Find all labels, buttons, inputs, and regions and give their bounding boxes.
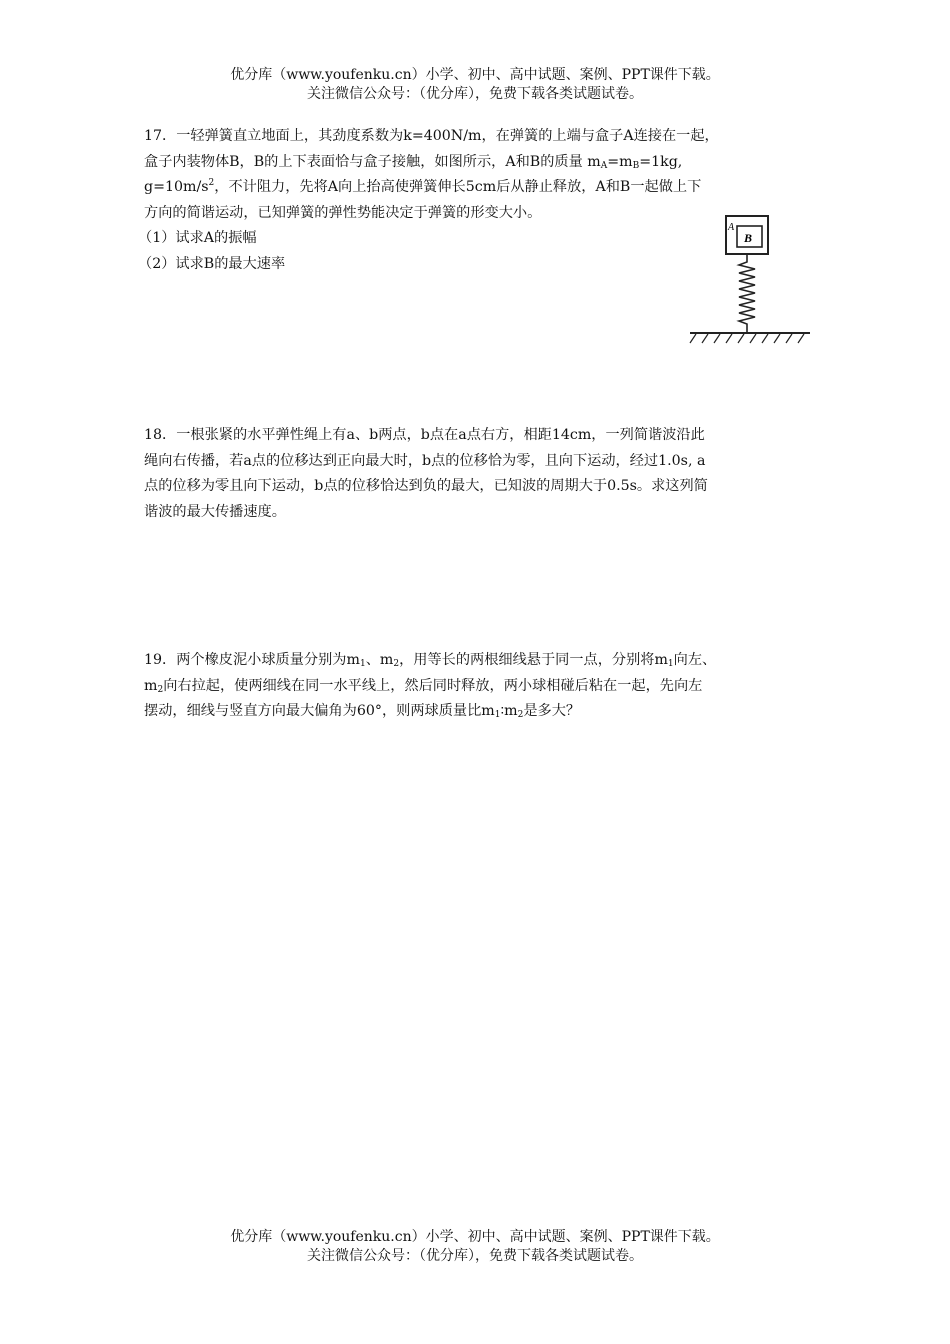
q19-line-2-a: m <box>144 677 158 694</box>
question-18 <box>144 423 812 525</box>
q17-sub-question-2: （2）试求B的最大速率 <box>138 255 286 272</box>
q17-line-2-text: 盒子内装物体B，B的上下表面恰与盒子接触，如图所示，A和B的质量 m <box>144 153 601 170</box>
subscript-2: 2 <box>393 659 400 669</box>
subscript-2: 2 <box>157 684 164 695</box>
q19-line-2-b: 向右拉起，使两细线在同一水平线上，然后同时释放，两小球相碰后粘在一起，先向左 <box>163 677 703 694</box>
q19-line-3-c: 是多大？ <box>523 703 581 719</box>
q19-line-1-d: 向左、 <box>673 652 717 668</box>
q18-line-4: 谐波的最大传播速度。 <box>144 503 286 520</box>
header-line-2: 关注微信公众号：（优分库），免费下载各类试题试卷。 <box>307 86 643 102</box>
q19-line-2 <box>144 674 812 700</box>
q17-line-3-start: g=10m/s <box>144 179 209 195</box>
q17-line-4: 方向的简谐运动，已知弹簧的弹性势能决定于弹簧的形变大小。 <box>144 204 542 221</box>
spring-box-figure <box>686 212 814 347</box>
q19-line-1 <box>144 648 812 674</box>
ground-hatching <box>690 334 804 343</box>
subscript-1: 1 <box>359 659 366 669</box>
q17-line-3 <box>144 175 812 201</box>
q19-line-3-a: 摆动，细线与竖直方向最大偏角为60°，则两球质量比m <box>144 703 495 719</box>
label-b: B <box>744 231 753 245</box>
footer-line-1: 优分库（www.youfenku.cn）小学、初中、高中试题、案例、PPT课件下载。 <box>230 1229 720 1245</box>
footer-line-2: 关注微信公众号：（优分库），免费下载各类试题试卷。 <box>307 1248 643 1264</box>
q17-line-3-text: ，不计阻力，先将A向上抬高使弹簧伸长5cm后从静止释放，A和B一起做上下 <box>214 179 702 195</box>
q18-line-3: 点的位移为零且向下运动，b点的位移恰达到负的最大，已知波的周期大于0.5s。求这列简 <box>144 478 708 494</box>
q17-line-1: 17．一轻弹簧直立地面上，其劲度系数为k=400N/m，在弹簧的上端与盒子A连接在一起， <box>144 128 719 144</box>
question-19 <box>144 648 812 725</box>
q17-line-2 <box>144 150 812 176</box>
q18-line-2: 绳向右传播，若a点的位移达到正向最大时，b点的位移恰为零，且向下运动，经过1.0s, a <box>144 452 706 469</box>
page-footer <box>0 1228 950 1266</box>
subscript-b: B <box>632 160 640 171</box>
q18-line-1: 18．一根张紧的水平弹性绳上有a、b两点，b点在a点右方，相距14cm，一列简谐波沿此 <box>144 427 705 443</box>
q17-eq: =m <box>607 153 633 170</box>
subscript-2: 2 <box>517 710 524 720</box>
spring <box>739 254 755 333</box>
superscript-2: 2 <box>208 178 215 188</box>
q19-line-1-c: ，用等长的两根细线悬于同一点，分别将m <box>399 652 668 668</box>
q17-line-2-end: =1kg, <box>639 153 683 170</box>
q19-line-3-b: ∶m <box>500 703 518 719</box>
header-line-1: 优分库（www.youfenku.cn）小学、初中、高中试题、案例、PPT课件下载。 <box>230 67 720 83</box>
q17-sub-question-1: （1）试求A的振幅 <box>138 230 257 246</box>
q19-line-1-b: 、m <box>365 652 394 668</box>
subscript-a: A <box>600 160 608 171</box>
q19-line-1-a: 19．两个橡皮泥小球质量分别为m <box>144 652 360 668</box>
page-header <box>0 66 950 104</box>
subscript-1: 1 <box>494 710 501 720</box>
subscript-1: 1 <box>667 659 674 669</box>
q19-line-3 <box>144 699 812 725</box>
label-a: A <box>728 222 735 233</box>
